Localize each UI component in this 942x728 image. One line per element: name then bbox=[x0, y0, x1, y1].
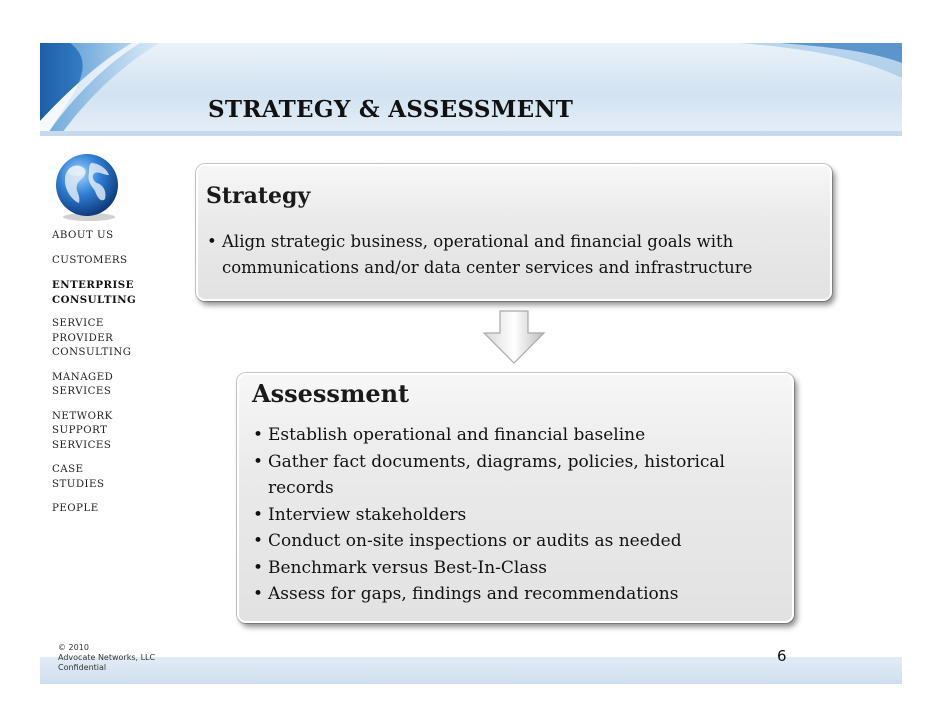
nav-item-enterprise-consulting[interactable]: ENTERPRISE CONSULTING bbox=[52, 279, 137, 306]
strategy-heading: Strategy bbox=[206, 183, 311, 209]
nav-item-service-provider-consulting[interactable]: SERVICE PROVIDER CONSULTING bbox=[52, 318, 132, 358]
globe-icon bbox=[51, 151, 123, 223]
assessment-heading: Assessment bbox=[252, 379, 410, 408]
assessment-bullet: • Conduct on-site inspections or audits as needed bbox=[252, 528, 782, 555]
assessment-bullet: • Establish operational and financial baseline bbox=[252, 422, 782, 449]
slide bbox=[40, 43, 902, 684]
footer-copyright: © 2010 Advocate Networks, LLC Confidential bbox=[58, 643, 156, 672]
assessment-bullet: • Benchmark versus Best-In-Class bbox=[252, 555, 782, 582]
page-number: 6 bbox=[777, 647, 787, 665]
assessment-bullet: • Interview stakeholders bbox=[252, 502, 782, 529]
down-arrow-icon bbox=[480, 309, 548, 367]
strategy-box bbox=[196, 164, 832, 301]
strategy-bullet: • Align strategic business, operational and financial goals with communications and/or data center services and infrastructure bbox=[206, 229, 826, 281]
assessment-box bbox=[237, 373, 794, 623]
assessment-bullet: • Assess for gaps, findings and recommendations bbox=[252, 581, 782, 608]
slide-title: STRATEGY & ASSESSMENT bbox=[208, 96, 574, 123]
strategy-bullets bbox=[206, 229, 826, 281]
nav-item-managed-services[interactable]: MANAGED SERVICES bbox=[52, 371, 114, 397]
nav-item-customers[interactable]: CUSTOMERS bbox=[52, 254, 128, 266]
nav-item-case-studies[interactable]: CASE STUDIES bbox=[52, 464, 105, 490]
nav-item-about-us[interactable]: ABOUT US bbox=[52, 230, 114, 241]
side-nav bbox=[52, 229, 162, 527]
nav-item-network-support-services[interactable]: NETWORK SUPPORT SERVICES bbox=[52, 410, 113, 451]
footer-bar bbox=[40, 657, 902, 684]
assessment-bullet: • Gather fact documents, diagrams, policies, historical records bbox=[252, 449, 782, 502]
nav-item-people[interactable]: PEOPLE bbox=[52, 503, 99, 514]
assessment-bullets bbox=[252, 422, 782, 608]
